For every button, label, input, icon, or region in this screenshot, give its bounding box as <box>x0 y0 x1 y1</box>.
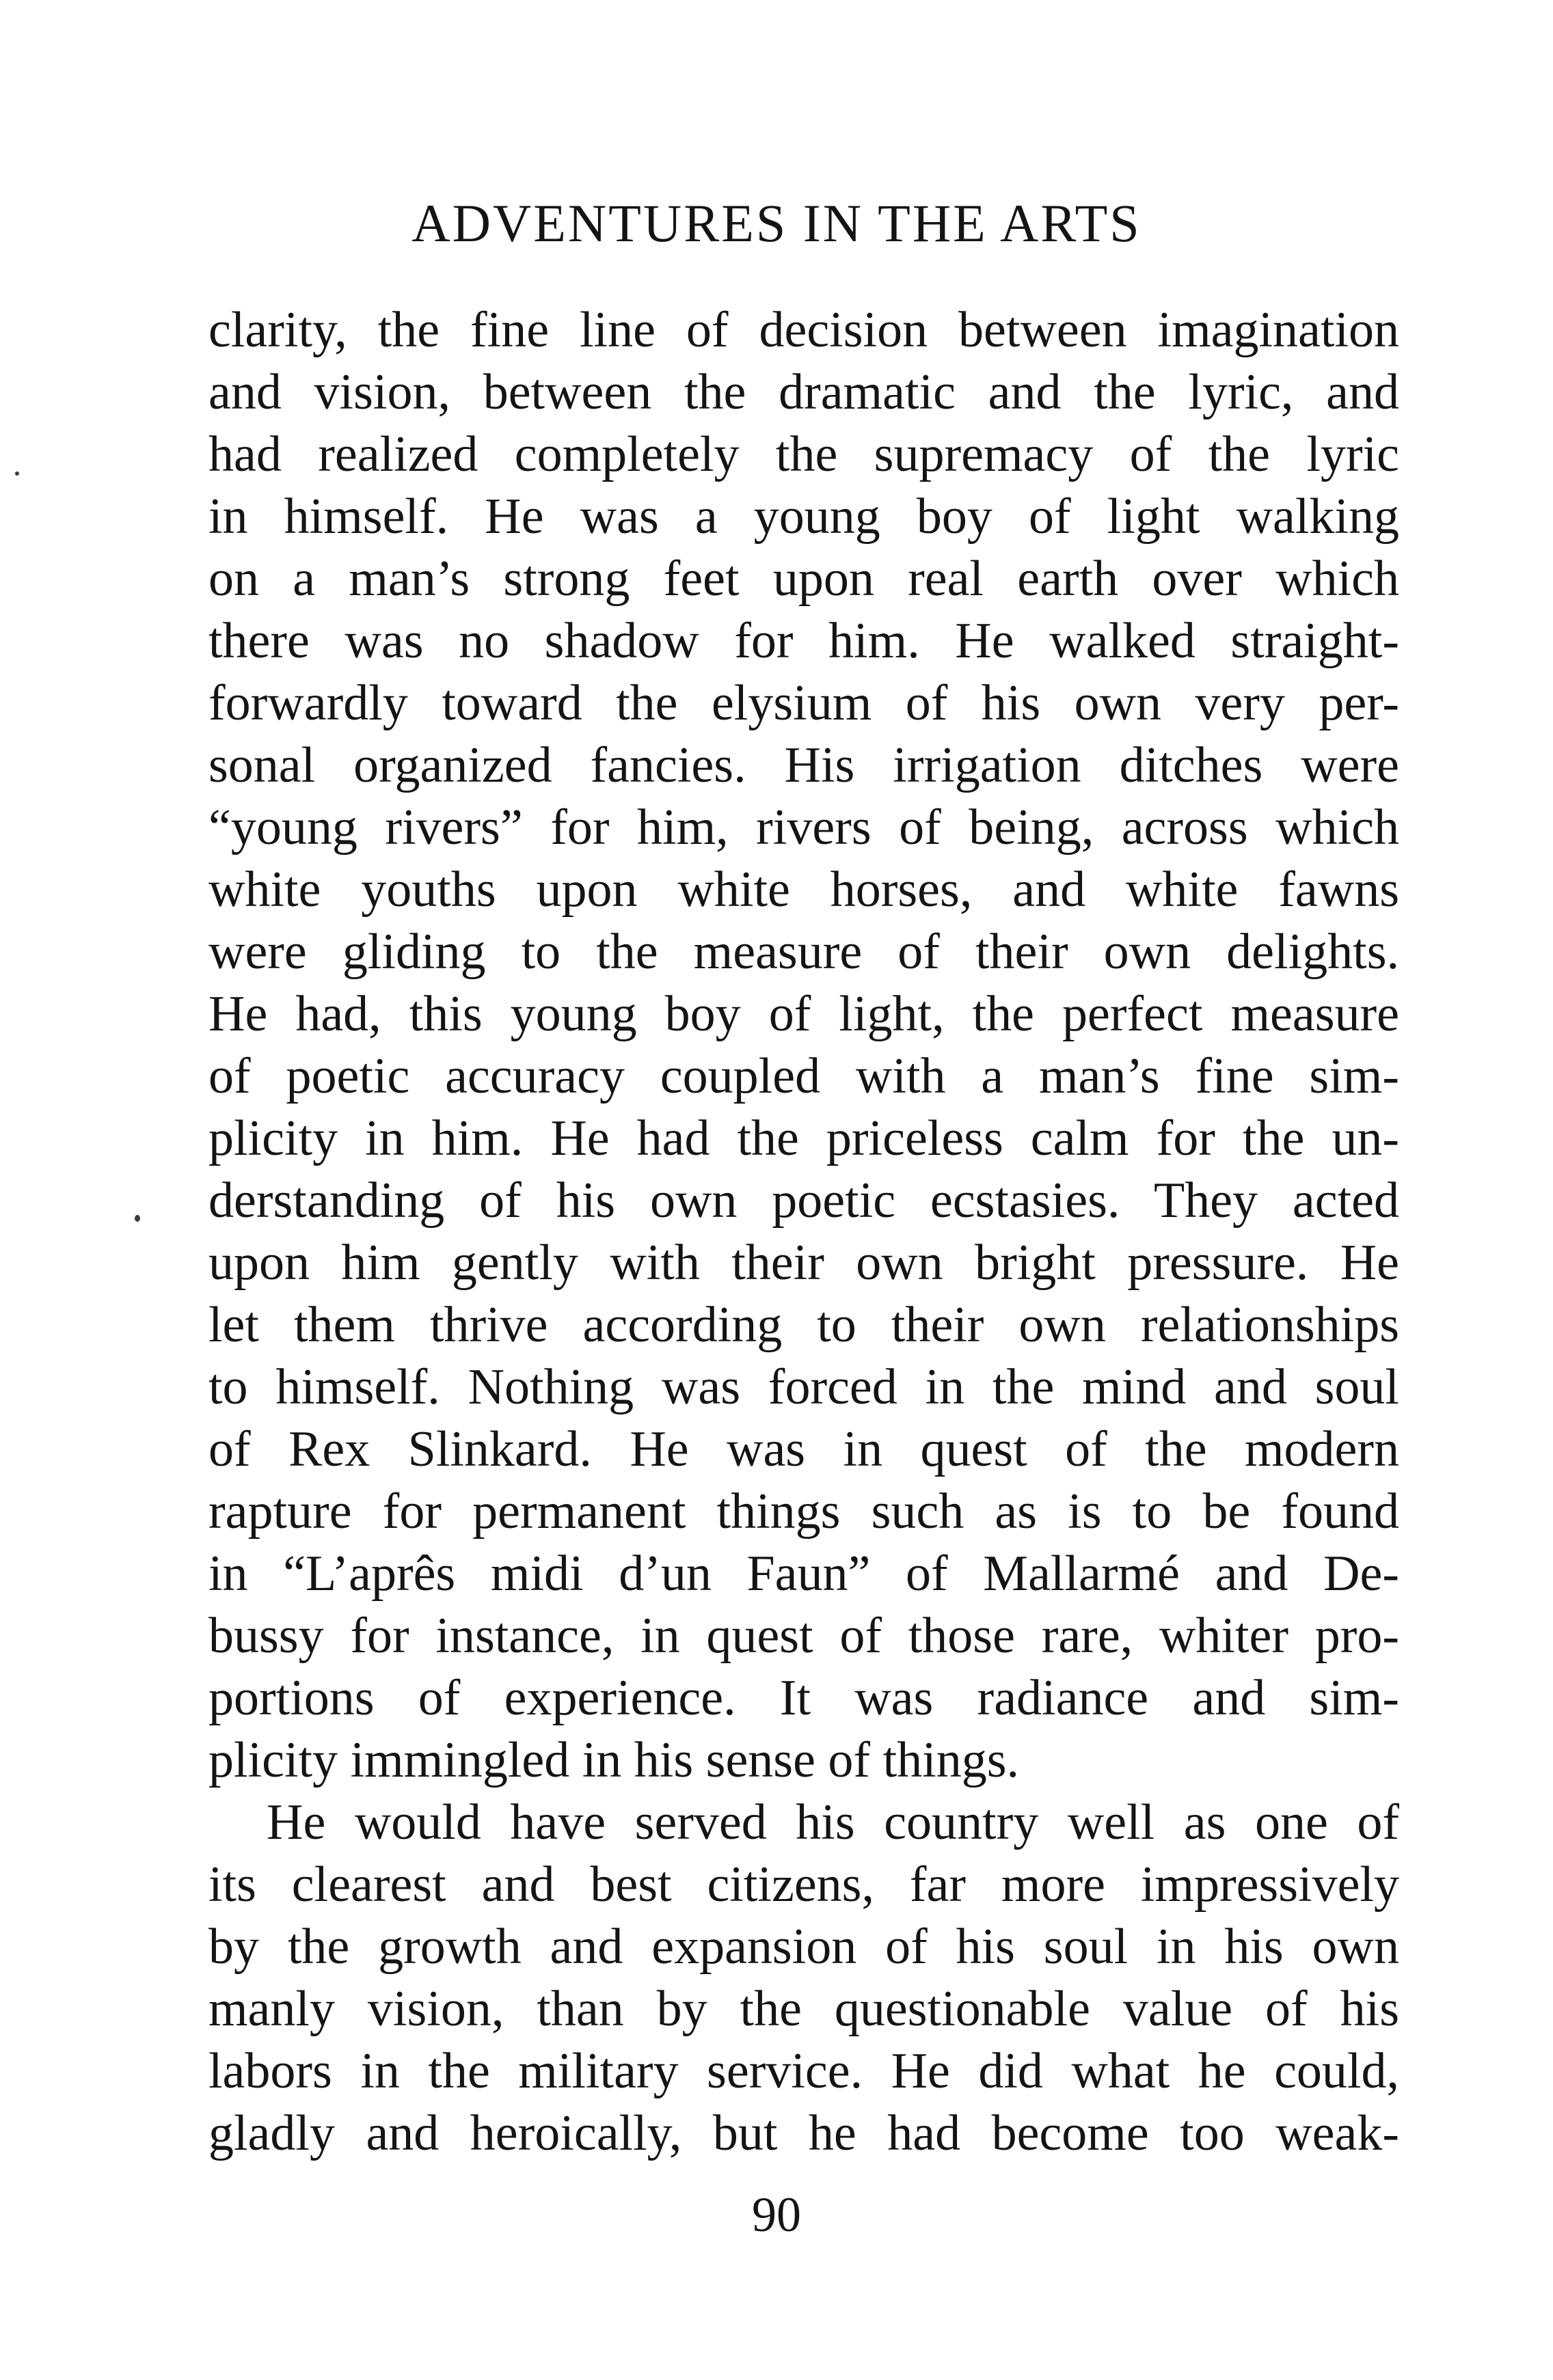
running-head: ADVENTURES IN THE ARTS <box>411 193 1142 253</box>
text-line: white youths upon white horses, and white fawns <box>208 862 1399 918</box>
text-line: rapture for permanent things such as is to be found <box>208 1483 1399 1540</box>
text-line: gladly and heroically, but he had become too weak- <box>208 2105 1399 2161</box>
text-line: there was no shadow for him. He walked straight- <box>208 613 1399 669</box>
text-line: of poetic accuracy coupled with a man’s fine sim- <box>208 1048 1399 1104</box>
text-line: plicity in him. He had the priceless calm for the un- <box>208 1110 1399 1166</box>
paper-speck <box>135 1215 140 1222</box>
text-line: plicity immingled in his sense of things. <box>208 1732 1019 1788</box>
text-line: labors in the military service. He did what he could, <box>208 2043 1399 2099</box>
text-line: in “L’aprês midi d’un Faun” of Mallarmé and De- <box>208 1546 1399 1602</box>
text-line: He had, this young boy of light, the perfect measure <box>208 986 1399 1042</box>
text-line: “young rivers” for him, rivers of being, across which <box>208 799 1399 856</box>
page-number: 90 <box>752 2187 801 2242</box>
text-line: portions of experience. It was radiance and sim- <box>208 1670 1399 1726</box>
text-line: its clearest and best citizens, far more impressively <box>208 1857 1399 1913</box>
text-line: of Rex Slinkard. He was in quest of the modern <box>208 1421 1399 1477</box>
text-line: to himself. Nothing was forced in the mind and soul <box>208 1359 1399 1415</box>
paper-speck <box>15 471 19 476</box>
text-line: upon him gently with their own bright pressure. He <box>208 1235 1399 1291</box>
text-line: were gliding to the measure of their own delights. <box>208 924 1399 980</box>
text-line: He would have served his country well as one of <box>267 1794 1399 1850</box>
text-line: in himself. He was a young boy of light walking <box>208 489 1399 545</box>
text-line: manly vision, than by the questionable value of his <box>208 1981 1399 2037</box>
text-line: sonal organized fancies. His irrigation ditches were <box>208 737 1399 793</box>
text-line: bussy for instance, in quest of those rare, whiter pro- <box>208 1608 1399 1664</box>
text-line: by the growth and expansion of his soul in his own <box>208 1919 1399 1975</box>
text-line: had realized completely the supremacy of the lyric <box>208 426 1399 482</box>
text-line: let them thrive according to their own relationships <box>208 1297 1399 1353</box>
text-line: on a man’s strong feet upon real earth over which <box>208 551 1399 607</box>
text-line: forwardly toward the elysium of his own very per- <box>208 675 1399 731</box>
text-line: and vision, between the dramatic and the lyric, and <box>208 364 1399 420</box>
text-line: clarity, the fine line of decision between imagination <box>208 302 1399 358</box>
text-line: derstanding of his own poetic ecstasies. They acted <box>208 1173 1399 1229</box>
